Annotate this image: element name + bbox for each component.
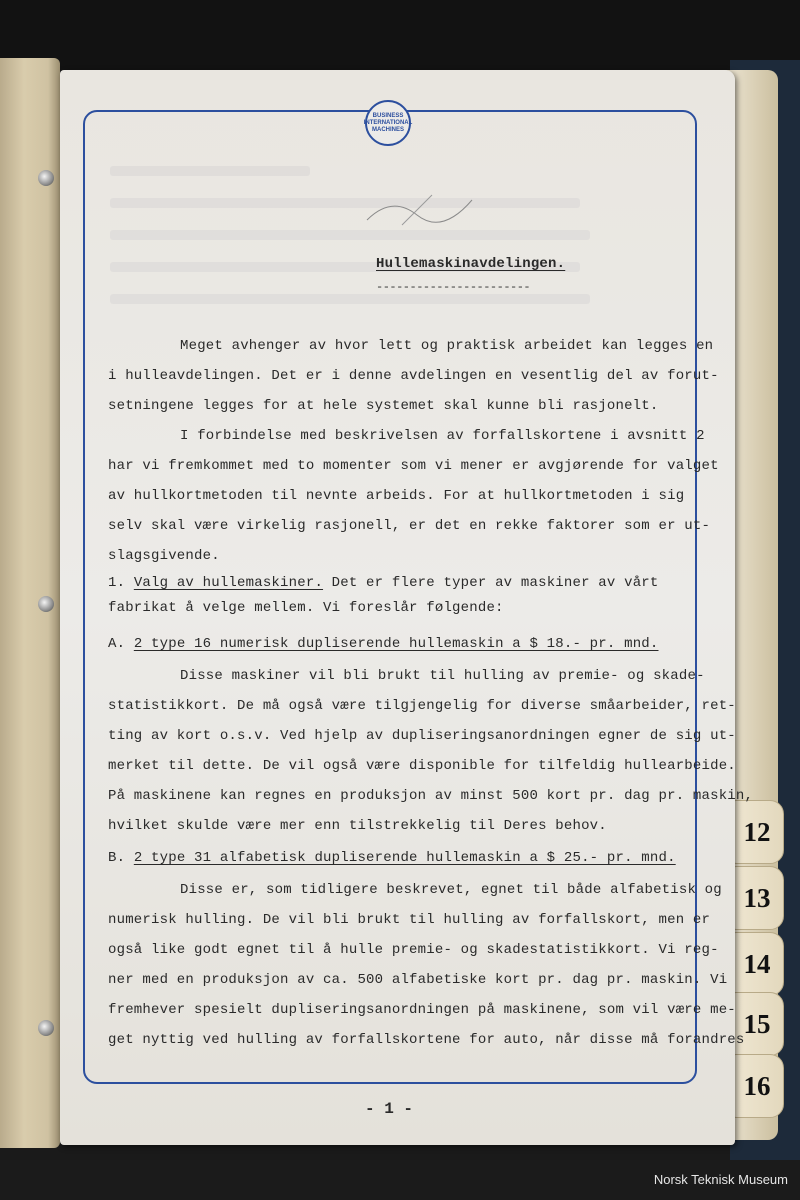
paragraph-line: ner med en produksjon av ca. 500 alfabetiske kort pr. dag pr. maskin. Vi — [108, 972, 728, 988]
paragraph-line: Disse maskiner vil bli brukt til hulling av premie- og skade- — [180, 668, 705, 684]
binder-ring — [38, 596, 54, 612]
museum-caption-bar — [0, 1160, 800, 1200]
page-number: - 1 - — [365, 1100, 414, 1118]
bleed-through — [110, 230, 590, 240]
item-label: A. — [108, 636, 126, 652]
paragraph-line: I forbindelse med beskrivelsen av forfallskortene i avsnitt 2 — [180, 428, 705, 444]
index-tab-12[interactable]: 12 — [730, 800, 784, 864]
paragraph-line: i hulleavdelingen. Det er i denne avdelingen en vesentlig del av forut- — [108, 368, 719, 384]
bleed-through — [110, 198, 580, 208]
logo-text-line: MACHINES — [371, 126, 404, 133]
paragraph-line: hvilket skulde være mer enn tilstrekkelig til Deres behov. — [108, 818, 607, 834]
paragraph-line: Disse er, som tidligere beskrevet, egnet til både alfabetisk og — [180, 882, 722, 898]
paragraph-line: også like godt egnet til å hulle premie- og skadestatistikkort. Vi reg- — [108, 942, 719, 958]
paragraph-line: På maskinene kan regnes en produksjon av minst 500 kort pr. dag pr. maskin, — [108, 788, 754, 804]
logo-text-line: INTERNATIONAL — [363, 119, 413, 126]
title-underline: ----------------------- — [376, 280, 531, 294]
document-page — [60, 70, 754, 1145]
paragraph-line: numerisk hulling. De vil bli brukt til hulling av forfallskort, men er — [108, 912, 711, 928]
ibm-logo-seal — [365, 100, 411, 146]
item-heading: 2 type 16 numerisk dupliserende hullemaskin a $ 18.- pr. mnd. — [133, 636, 659, 652]
item-heading: 2 type 31 alfabetisk dupliserende hullemaskin a $ 25.- pr. mnd. — [133, 850, 676, 866]
paragraph-line: har vi fremkommet med to momenter som vi mener er avgjørende for valget — [108, 458, 719, 474]
section-heading: Valg av hullemaskiner. — [133, 575, 324, 591]
section-text: Det er flere typer av maskiner av vårt — [331, 575, 659, 591]
section-1-heading-line — [108, 575, 659, 591]
paragraph-line: merket til dette. De vil også være disponible for tilfeldig hullearbeide. — [108, 758, 736, 774]
paragraph-line: selv skal være virkelig rasjonell, er det en rekke faktorer som er ut- — [108, 518, 711, 534]
logo-text-line: BUSINESS — [372, 112, 404, 119]
bleed-through — [110, 294, 590, 304]
paragraph-line: Meget avhenger av hvor lett og praktisk arbeidet kan legges en — [180, 338, 714, 354]
museum-credit: Norsk Teknisk Museum — [653, 1172, 788, 1187]
paragraph-line: slagsgivende. — [108, 548, 220, 564]
index-tab-15[interactable]: 15 — [730, 992, 784, 1056]
background — [0, 0, 800, 70]
item-b-heading — [108, 850, 676, 866]
paragraph-line: av hullkortmetoden til nevnte arbeids. For at hullkortmetoden i sig — [108, 488, 685, 504]
index-tab-14[interactable]: 14 — [730, 932, 784, 996]
paragraph-line: statistikkort. De må også være tilgjengelig for diverse småarbeider, ret- — [108, 698, 736, 714]
index-tab-13[interactable]: 13 — [730, 866, 784, 930]
paragraph-line: ting av kort o.s.v. Ved hjelp av dupliseringsanordningen egner de sig ut- — [108, 728, 736, 744]
item-label: B. — [108, 850, 126, 866]
item-a-heading — [108, 636, 659, 652]
paragraph-line: get nyttig ved hulling av forfallskortene for auto, når disse må forandres — [108, 1032, 745, 1048]
document-title: Hullemaskinavdelingen. — [376, 256, 566, 272]
pencil-mark — [362, 190, 482, 230]
index-tab-16[interactable]: 16 — [730, 1054, 784, 1118]
paragraph-line: setningene legges for at hele systemet skal kunne bli rasjonelt. — [108, 398, 659, 414]
binder-ring — [38, 170, 54, 186]
bleed-through — [110, 166, 310, 176]
binder-ring — [38, 1020, 54, 1036]
paragraph-line: fabrikat å velge mellem. Vi foreslår følgende: — [108, 600, 504, 616]
section-number: 1. — [108, 575, 126, 591]
paragraph-line: fremhever spesielt dupliseringsanordningen på maskinene, som vil være me- — [108, 1002, 736, 1018]
